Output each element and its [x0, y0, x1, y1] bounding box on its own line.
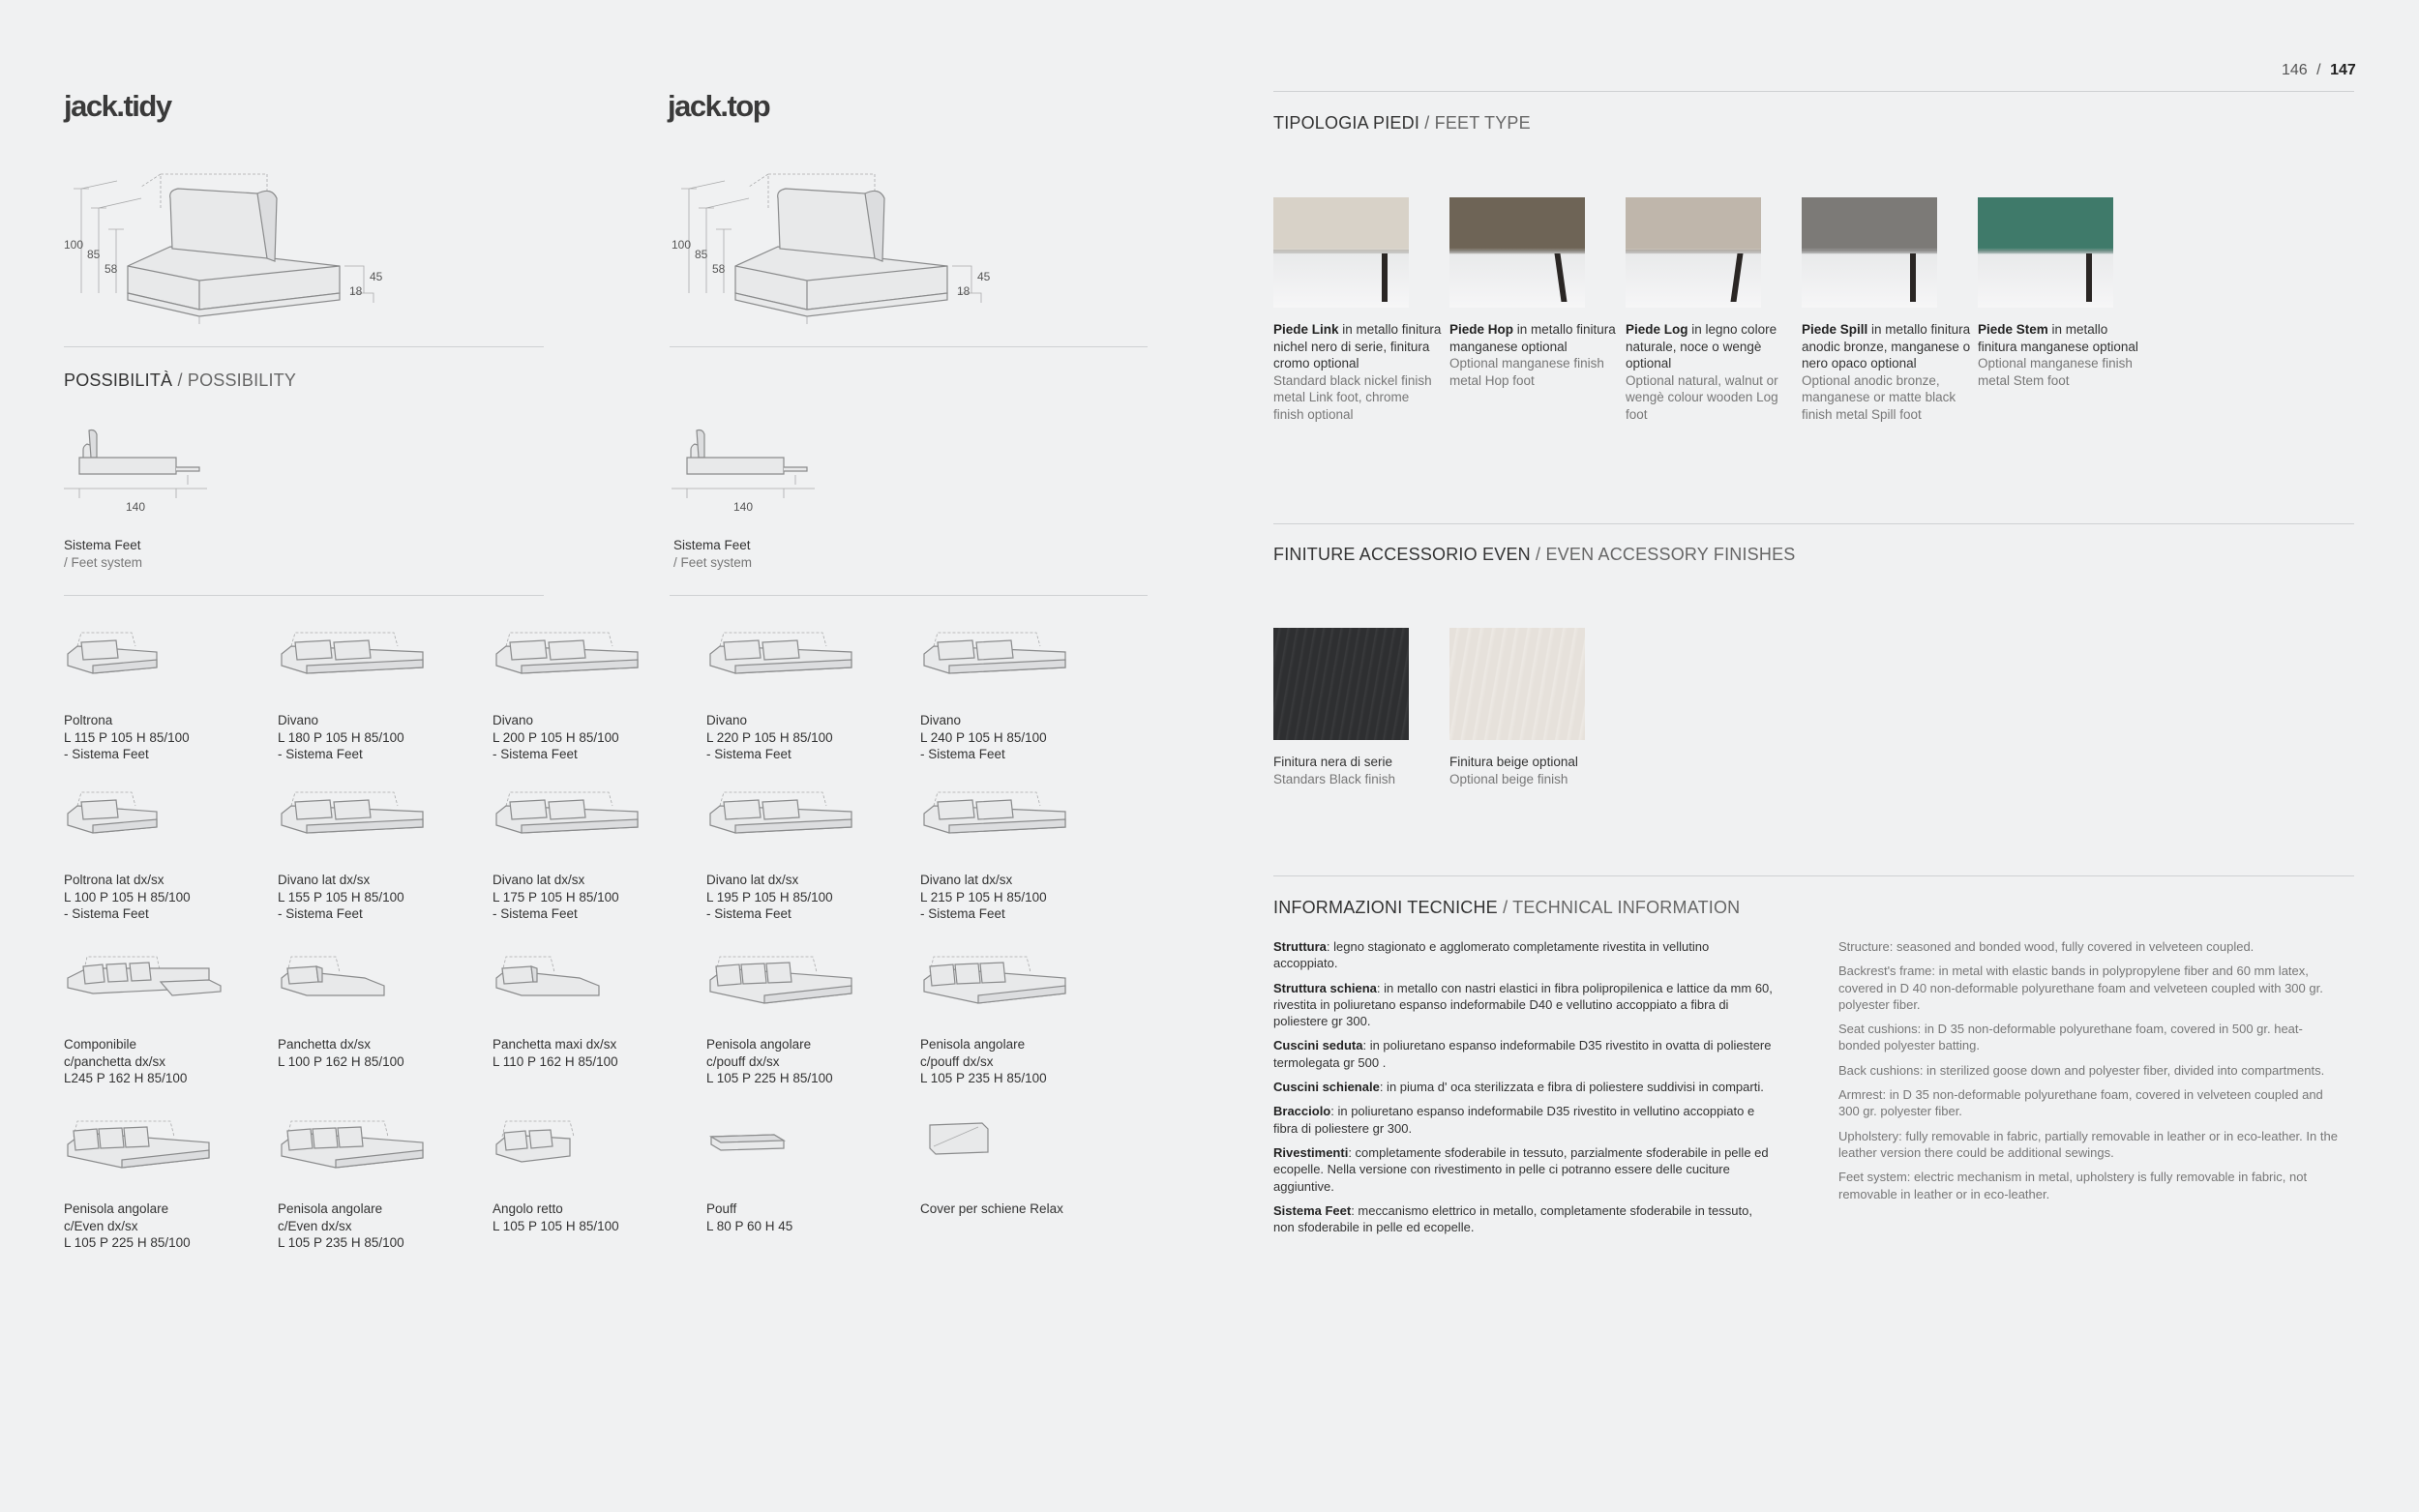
foot-description: Piede Link in metallo finitura nichel nero di serie, finitura cromo optional Standard black nickel finish metal Link foot, chrome finish optional [1273, 322, 1442, 422]
product-caption-line: L 105 P 105 H 85/100 [493, 1218, 619, 1233]
product-drawing-angolo-retto [493, 1117, 657, 1185]
even-finishes-heading: FINITURE ACCESSORIO EVEN / EVEN ACCESSORY FINISHES [1273, 545, 1796, 564]
dim-height-100: 100 [64, 238, 84, 252]
product-caption-line: L 180 P 105 H 85/100 [278, 729, 404, 745]
jack-tidy-possibility-drawing [64, 421, 219, 518]
product-caption-line: Divano lat dx/sx [920, 873, 1013, 887]
product-caption-line: Angolo retto [493, 1201, 563, 1216]
product-caption-line: L 115 P 105 H 85/100 [64, 729, 190, 745]
divider-tidy-2 [64, 595, 544, 596]
technical-info-italian [1273, 938, 1777, 1243]
page-number-separator: / [2316, 62, 2321, 78]
product-caption-line: L 220 P 105 H 85/100 [706, 729, 833, 745]
dim-seat-45: 45 [977, 270, 991, 283]
product-caption-divano-180 [278, 712, 404, 763]
divider-right-1 [1273, 523, 2354, 524]
product-caption-line: L 80 P 60 H 45 [706, 1218, 793, 1233]
technical-entry: Cuscini schienale: in piuma d' oca sterilizzata e fibra di poliestere suddivisi in comparti. [1273, 1080, 1764, 1095]
dim-seat-45: 45 [370, 270, 383, 283]
foot-photo [1449, 197, 1585, 308]
product-caption-line: Divano lat dx/sx [278, 873, 371, 887]
product-caption-pouff [706, 1201, 792, 1234]
product-drawing-pouff [706, 1117, 871, 1185]
divider-top-right [1273, 91, 2354, 92]
product-caption-line: L 155 P 105 H 85/100 [278, 889, 404, 904]
foot-leg-icon [2086, 253, 2092, 302]
foot-photo [1978, 197, 2113, 308]
technical-info-heading: INFORMAZIONI TECNICHE / TECHNICAL INFORMATION [1273, 898, 1741, 917]
technical-entry-en: Armrest: in D 35 non-deformable polyurethane foam, covered in velveteen coupled and 300 gr. polyester fiber. [1838, 1087, 2323, 1119]
product-caption-penisola-pouff-225 [706, 1036, 833, 1087]
product-caption-line: Divano [706, 713, 748, 727]
product-drawing-penisola-pouff-235 [920, 953, 1085, 1021]
foot-card-piede-spill [1802, 197, 1971, 423]
product-drawing-componibile-panchetta [64, 953, 228, 1021]
product-caption-divano-200 [493, 712, 619, 763]
product-caption-line: Divano lat dx/sx [493, 873, 585, 887]
dim-height-58: 58 [712, 262, 726, 276]
product-caption-line: L 240 P 105 H 85/100 [920, 729, 1047, 745]
technical-entry-en: Structure: seasoned and bonded wood, fully covered in velveteen coupled. [1838, 939, 2255, 954]
technical-entry-en: Upholstery: fully removable in fabric, partially removable in leather or in eco-leather. In the leather version there could be additional sewings. [1838, 1128, 2338, 1160]
finish-swatch [1449, 628, 1585, 740]
product-caption-divano-240 [920, 712, 1047, 763]
product-drawing-panchetta-maxi [493, 953, 657, 1021]
page-number-left: 146 [2282, 62, 2308, 78]
product-caption-divano-lat-215 [920, 872, 1047, 923]
technical-entry: Struttura schiena: in metallo con nastri elastici in fibra polipropilenica e lattice da mm 60, rivestita in poliuretano espanso indeformabile D40 e vellutino accoppiato a fibra di poliestere gr 300. [1273, 980, 1773, 1029]
divider-top-1 [670, 346, 1148, 347]
product-caption-line: c/Even dx/sx [64, 1218, 138, 1233]
technical-entry-en: Seat cushions: in D 35 non-deformable polyurethane foam, covered in 500 gr. heat-bonded polyester batting. [1838, 1022, 2303, 1053]
finish-description: Finitura beige optional Optional beige finish [1449, 755, 1578, 786]
jack-top-dimension-drawing [672, 169, 1000, 334]
product-drawing-divano-lat-215 [920, 788, 1085, 856]
finish-card-black [1273, 628, 1443, 787]
product-caption-divano-220 [706, 712, 833, 763]
product-drawing-divano-240 [920, 629, 1085, 697]
technical-entry-en: Backrest's frame: in metal with elastic bands in polypropylene fiber and 60 mm latex, covered in D 40 non-deformable polyurethane foam and velveteen coupled with 300 gr. polyester fiber. [1838, 964, 2323, 1012]
product-drawing-divano-200 [493, 629, 657, 697]
product-caption-line: Cover per schiene Relax [920, 1201, 1063, 1216]
product-drawing-penisola-even-225 [64, 1117, 228, 1185]
product-caption-poltrona-lat [64, 872, 191, 923]
product-caption-line: - Sistema Feet [64, 747, 149, 761]
product-caption-line: - Sistema Feet [278, 906, 363, 921]
page-number-right: 147 [2330, 62, 2356, 78]
product-caption-line: - Sistema Feet [493, 906, 578, 921]
possibility-width: 140 [126, 500, 146, 514]
jack-top-possibility-drawing [672, 421, 826, 518]
product-caption-line: L 105 P 235 H 85/100 [278, 1235, 404, 1250]
product-caption-line: L 110 P 162 H 85/100 [493, 1053, 618, 1069]
possibility-heading: POSSIBILITÀ / POSSIBILITY [64, 371, 297, 390]
product-caption-line: Divano [278, 713, 319, 727]
foot-photo [1802, 197, 1937, 308]
foot-description: Piede Hop in metallo finitura manganese optional Optional manganese finish metal Hop foot [1449, 322, 1616, 388]
divider-tidy-1 [64, 346, 544, 347]
product-caption-line: L 100 P 162 H 85/100 [278, 1053, 404, 1069]
possibility-width: 140 [733, 500, 754, 514]
product-caption-line: Divano [493, 713, 534, 727]
dim-height-85: 85 [695, 248, 708, 261]
technical-info-english [1838, 938, 2342, 1210]
product-caption-panchetta [278, 1036, 404, 1070]
dim-foot-18: 18 [957, 284, 971, 298]
foot-leg-icon [1554, 253, 1567, 302]
product-caption-line: L 195 P 105 H 85/100 [706, 889, 833, 904]
product-caption-line: Penisola angolare [920, 1037, 1026, 1052]
product-caption-line: L 200 P 105 H 85/100 [493, 729, 619, 745]
technical-entry-en: Feet system: electric mechanism in metal, upholstery is fully removable in fabric, not removable in leather or in eco-leather. [1838, 1170, 2308, 1201]
product-caption-penisola-pouff-235 [920, 1036, 1047, 1087]
product-caption-line: L 100 P 105 H 85/100 [64, 889, 191, 904]
product-caption-line: L 105 P 225 H 85/100 [64, 1235, 191, 1250]
technical-entry: Rivestimenti: completamente sfoderabile in tessuto, parzialmente sfoderabile in pelle ed ecopelle. Nella versione con rivestimento in pelle ci potranno essere delle cuciture aggiuntive. [1273, 1144, 1769, 1194]
divider-right-2 [1273, 875, 2354, 876]
foot-card-piede-log [1626, 197, 1795, 423]
page-numbers [2282, 62, 2356, 79]
product-caption-line: L245 P 162 H 85/100 [64, 1071, 188, 1085]
product-drawing-poltrona [64, 629, 228, 697]
dim-foot-18: 18 [349, 284, 363, 298]
product-caption-line: - Sistema Feet [920, 906, 1005, 921]
foot-leg-icon [1730, 253, 1743, 302]
product-caption-penisola-even-225 [64, 1201, 191, 1252]
technical-entry: Bracciolo: in poliuretano espanso indeformabile D35 rivestito in vellutino accoppiato e fibra di poliestere gr 300. [1273, 1104, 1755, 1136]
dim-height-58: 58 [105, 262, 118, 276]
foot-description: Piede Log in legno colore naturale, noce o wengè optional Optional natural, walnut or wengè colour wooden Log foot [1626, 322, 1778, 422]
product-caption-line: Penisola angolare [278, 1201, 383, 1216]
feet-system-label-tidy: Sistema Feet / Feet system [64, 538, 143, 570]
product-caption-divano-lat-175 [493, 872, 619, 923]
divider-top-2 [670, 595, 1148, 596]
model-title-jack-tidy: jack.tidy [64, 89, 171, 123]
product-caption-line: L 105 P 235 H 85/100 [920, 1071, 1047, 1085]
product-caption-line: Poltrona [64, 713, 113, 727]
product-caption-cover-schiene-relax [920, 1201, 1063, 1218]
finish-description: Finitura nera di serie Standars Black finish [1273, 755, 1396, 786]
foot-card-piede-hop [1449, 197, 1619, 389]
product-caption-componibile-panchetta [64, 1036, 187, 1087]
product-caption-line: L 175 P 105 H 85/100 [493, 889, 619, 904]
product-caption-line: - Sistema Feet [920, 747, 1005, 761]
jack-tidy-dimension-drawing [64, 169, 393, 334]
foot-card-piede-stem [1978, 197, 2147, 389]
product-caption-divano-lat-195 [706, 872, 833, 923]
finish-card-beige [1449, 628, 1619, 787]
feet-system-label-top: Sistema Feet / Feet system [673, 538, 753, 570]
feet-type-heading: TIPOLOGIA PIEDI / FEET TYPE [1273, 113, 1531, 133]
product-caption-line: Penisola angolare [64, 1201, 169, 1216]
product-caption-line: - Sistema Feet [64, 906, 149, 921]
foot-description: Piede Stem in metallo finitura manganese optional Optional manganese finish metal Stem foot [1978, 322, 2138, 388]
product-caption-line: L 215 P 105 H 85/100 [920, 889, 1047, 904]
product-caption-divano-lat-155 [278, 872, 404, 923]
product-drawing-poltrona-lat [64, 788, 228, 856]
technical-entry: Cuscini seduta: in poliuretano espanso indeformabile D35 rivestito in ovatta di poliestere termolegata gr 500 . [1273, 1038, 1772, 1070]
product-drawing-divano-180 [278, 629, 442, 697]
foot-leg-icon [1382, 253, 1388, 302]
product-caption-line: c/pouff dx/sx [706, 1053, 780, 1069]
product-caption-line: - Sistema Feet [706, 747, 791, 761]
product-caption-line: L 105 P 225 H 85/100 [706, 1071, 833, 1085]
dim-height-85: 85 [87, 248, 101, 261]
product-caption-line: Componibile [64, 1037, 137, 1052]
product-drawing-divano-lat-155 [278, 788, 442, 856]
product-caption-line: Divano lat dx/sx [706, 873, 799, 887]
finish-swatch [1273, 628, 1409, 740]
product-caption-angolo-retto [493, 1201, 619, 1234]
product-drawing-divano-lat-175 [493, 788, 657, 856]
product-caption-panchetta-maxi [493, 1036, 618, 1070]
product-caption-penisola-even-235 [278, 1201, 404, 1252]
product-drawing-penisola-pouff-225 [706, 953, 871, 1021]
product-drawing-penisola-even-235 [278, 1117, 442, 1185]
foot-description: Piede Spill in metallo finitura anodic bronze, manganese o nero opaco optional Optional anodic bronze, manganese or matte black finish metal Spill foot [1802, 322, 1971, 422]
foot-photo [1273, 197, 1409, 308]
model-title-jack-top: jack.top [668, 89, 770, 123]
product-drawing-divano-220 [706, 629, 871, 697]
technical-entry: Struttura: legno stagionato e agglomerato completamente rivestita in vellutino accoppiato. [1273, 939, 1710, 971]
dim-height-100: 100 [672, 238, 692, 252]
product-drawing-divano-lat-195 [706, 788, 871, 856]
product-caption-line: Panchetta dx/sx [278, 1037, 372, 1052]
product-caption-line: Panchetta maxi dx/sx [493, 1037, 617, 1052]
product-caption-poltrona [64, 712, 190, 763]
product-caption-line: - Sistema Feet [493, 747, 578, 761]
product-caption-line: Pouff [706, 1201, 737, 1216]
product-caption-line: - Sistema Feet [278, 747, 363, 761]
product-drawing-panchetta [278, 953, 442, 1021]
product-caption-line: Penisola angolare [706, 1037, 812, 1052]
product-caption-line: Divano [920, 713, 962, 727]
technical-entry: Sistema Feet: meccanismo elettrico in metallo, completamente sfoderabile in tessuto, non sfoderabile in pelle ed ecopelle. [1273, 1202, 1752, 1235]
product-caption-line: Poltrona lat dx/sx [64, 873, 164, 887]
product-caption-line: - Sistema Feet [706, 906, 791, 921]
product-drawing-cover-schiene-relax [920, 1117, 1085, 1185]
technical-entry-en: Back cushions: in sterilized goose down and polyester fiber, divided into compartments. [1838, 1062, 2325, 1078]
product-caption-line: c/Even dx/sx [278, 1218, 352, 1233]
product-caption-line: c/panchetta dx/sx [64, 1053, 166, 1069]
product-caption-line: c/pouff dx/sx [920, 1053, 994, 1069]
foot-card-piede-link [1273, 197, 1443, 423]
foot-photo [1626, 197, 1761, 308]
foot-leg-icon [1910, 253, 1916, 302]
